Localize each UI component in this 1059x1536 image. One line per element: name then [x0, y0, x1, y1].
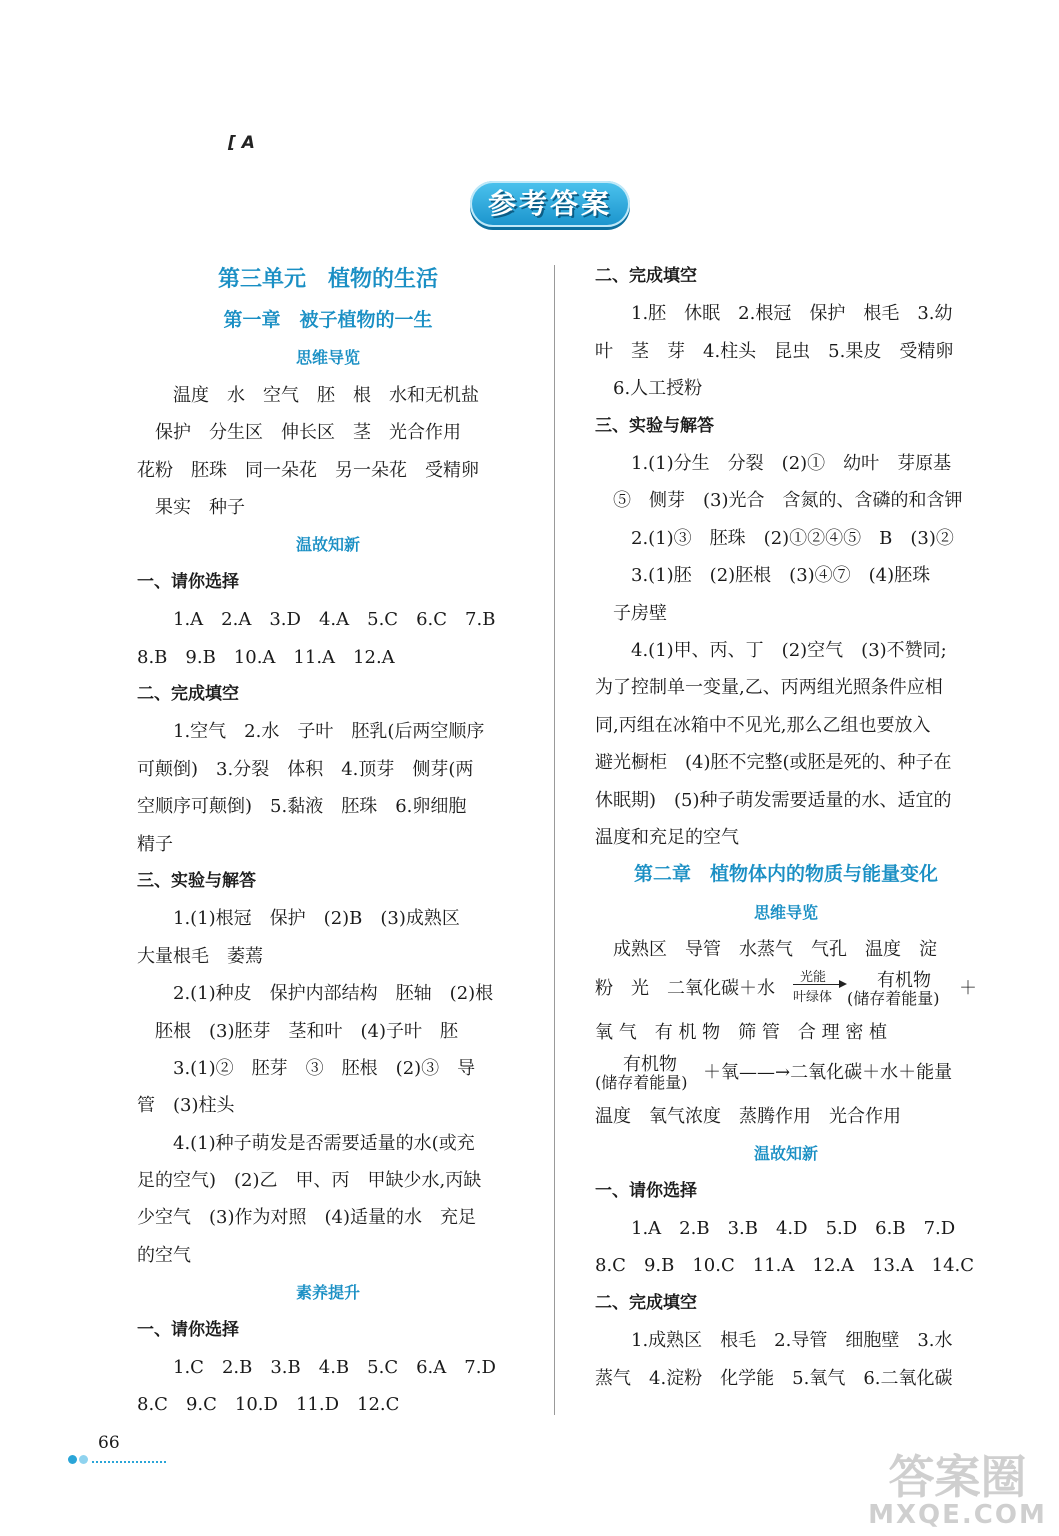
column-divider — [554, 265, 555, 1415]
mind-map-row: 氧 气 有 机 物 筛 管 合 理 密 植 — [595, 1022, 888, 1044]
answer-line: 同,丙组在冰箱中不见光,那么乙组也要放入 — [595, 714, 931, 736]
section-subheading: 思维导览 — [295, 348, 360, 368]
eq1-product: 有机物 — [877, 970, 931, 992]
answer-line: 叶 茎 芽 4.柱头 昆虫 5.果皮 受精卵 — [595, 340, 954, 362]
answer-line: 子房壁 — [613, 602, 667, 624]
answer-line: 4.(1)种子萌发是否需要适量的水(或充 — [173, 1132, 475, 1154]
watermark-url: MXQE.COM — [868, 1500, 1047, 1530]
answer-line: 的空气 — [137, 1244, 191, 1266]
answer-line: 4.(1)甲、丙、丁 (2)空气 (3)不赞同; — [631, 639, 947, 661]
ornament-dot — [68, 1455, 77, 1464]
chapter-heading: 第二章 植物体内的物质与能量变化 — [633, 863, 938, 886]
answer-line: 温度 氧气浓度 蒸腾作用 光合作用 — [595, 1105, 901, 1127]
answer-line: 8.C 9.C 10.D 11.D 12.C — [137, 1394, 400, 1416]
answer-line: 蒸气 4.淀粉 化学能 5.氧气 6.二氧化碳 — [595, 1367, 953, 1389]
answer-line: 果实 种子 — [155, 496, 245, 518]
section-subheading: 思维导览 — [753, 902, 818, 922]
answer-line: 精子 — [137, 833, 173, 855]
unit-heading: 第三单元 植物的生活 — [217, 267, 438, 292]
watermark-top: 答案圈 — [888, 1450, 1027, 1504]
answer-line: 管 (3)柱头 — [137, 1095, 235, 1117]
answer-line: 2.(1)③ 胚珠 (2)①②④⑤ B (3)② — [631, 527, 954, 549]
eq1-arrow — [793, 984, 845, 985]
answer-line: 1.胚 休眠 2.根冠 保护 根毛 3.幼 — [631, 303, 953, 325]
right-column-part-a — [595, 258, 977, 968]
answer-line: 空顺序可颠倒) 5.黏液 胚珠 6.卵细胞 — [137, 796, 467, 818]
question-type-heading: 三、实验与解答 — [137, 870, 256, 891]
answer-line: 为了控制单一变量,乙、丙两组光照条件应相 — [595, 677, 943, 699]
ornament-line — [92, 1461, 166, 1463]
corner-mark: [ A — [228, 133, 255, 153]
answer-line: 8.B 9.B 10.A 11.A 12.A — [137, 646, 395, 668]
question-type-heading: 一、请你选择 — [137, 1319, 239, 1340]
eq1-plus: ＋ — [959, 978, 977, 1000]
page-number: 66 — [98, 1433, 120, 1453]
answer-key-banner: 参考答案 — [470, 181, 630, 227]
question-type-heading: 一、请你选择 — [595, 1180, 697, 1201]
question-type-heading: 二、完成填空 — [595, 266, 697, 286]
question-type-heading: 二、完成填空 — [595, 1292, 697, 1313]
answer-line: 保护 分生区 伸长区 茎 光合作用 — [155, 422, 461, 444]
eq2-rest: ＋氧——→二氧化碳＋水＋能量 — [703, 1061, 953, 1083]
eq2-reactant-note: (储存着能量) — [595, 1072, 688, 1092]
answer-line: 2.(1)种皮 保护内部结构 胚轴 (2)根 — [173, 983, 494, 1005]
answer-line: 休眠期) (5)种子萌发需要适量的水、适宜的 — [595, 789, 952, 811]
answer-line: 避光橱柜 (4)胚不完整(或胚是死的、种子在 — [595, 752, 952, 774]
answer-line: 1.A 2.A 3.D 4.A 5.C 6.C 7.B — [173, 609, 496, 631]
answer-line: 温度和充足的空气 — [595, 826, 739, 848]
section-subheading: 素养提升 — [295, 1283, 360, 1303]
answer-line: 可颠倒) 3.分裂 体积 4.顶芽 侧芽(两 — [137, 758, 474, 780]
answer-line: 1.成熟区 根毛 2.导管 细胞壁 3.水 — [631, 1330, 953, 1352]
question-type-heading: 一、请你选择 — [137, 571, 239, 592]
left-column — [137, 258, 519, 1424]
eq1-product-note: (储存着能量) — [847, 989, 940, 1009]
answer-line: 成熟区 导管 水蒸气 气孔 温度 淀 — [613, 939, 937, 961]
eq1-reactants: 粉 光 二氧化碳＋水 — [595, 978, 775, 1000]
section-subheading: 温故知新 — [753, 1144, 818, 1164]
eq1-arrow-bottom-label: 叶绿体 — [793, 990, 833, 1006]
answer-line: 8.C 9.B 10.C 11.A 12.A 13.A 14.C — [595, 1255, 975, 1277]
question-type-heading: 二、完成填空 — [137, 683, 239, 704]
question-type-heading: 三、实验与解答 — [595, 415, 714, 436]
answer-line: 6.人工授粉 — [613, 378, 703, 400]
answer-line: 大量根毛 萎蔫 — [137, 945, 263, 967]
answer-line: 1.空气 2.水 子叶 胚乳(后两空顺序 — [173, 721, 485, 743]
answer-line: 花粉 胚珠 同一朵花 另一朵花 受精卵 — [137, 459, 479, 481]
section-subheading: 温故知新 — [295, 535, 360, 555]
right-column-part-b — [595, 1098, 977, 1397]
answer-line: 1.C 2.B 3.B 4.B 5.C 6.A 7.D — [173, 1357, 496, 1379]
answer-line: 胚根 (3)胚芽 茎和叶 (4)子叶 胚 — [155, 1020, 458, 1042]
answer-line: 温度 水 空气 胚 根 水和无机盐 — [173, 384, 479, 406]
answer-line: 少空气 (3)作为对照 (4)适量的水 充足 — [137, 1207, 476, 1229]
ornament-dot — [79, 1455, 88, 1464]
answer-line: 1.A 2.B 3.B 4.D 5.D 6.B 7.D — [631, 1218, 956, 1240]
answer-line: 足的空气) (2)乙 甲、丙 甲缺少水,丙缺 — [137, 1170, 482, 1192]
answer-line: 3.(1)② 胚芽 ③ 胚根 (2)③ 导 — [173, 1057, 476, 1079]
right-column — [595, 258, 977, 1397]
answer-line: 3.(1)胚 (2)胚根 (3)④⑦ (4)胚珠 — [631, 565, 931, 587]
watermark-logo — [865, 1450, 1050, 1533]
eq1-arrow-top-label: 光能 — [800, 970, 827, 986]
respiration-equation — [595, 1052, 977, 1098]
answer-line: ⑤ 侧芽 (3)光合 含氮的、含磷的和含钾 — [613, 490, 963, 512]
answer-line: 1.(1)分生 分裂 (2)① 幼叶 芽原基 — [631, 452, 952, 474]
chapter-heading: 第一章 被子植物的一生 — [223, 309, 433, 331]
eq2-reactant: 有机物 — [623, 1053, 677, 1075]
page-ornament — [68, 1455, 168, 1465]
answer-line: 1.(1)根冠 保护 (2)B (3)成熟区 — [173, 908, 460, 930]
photosynthesis-equation — [595, 968, 977, 1014]
